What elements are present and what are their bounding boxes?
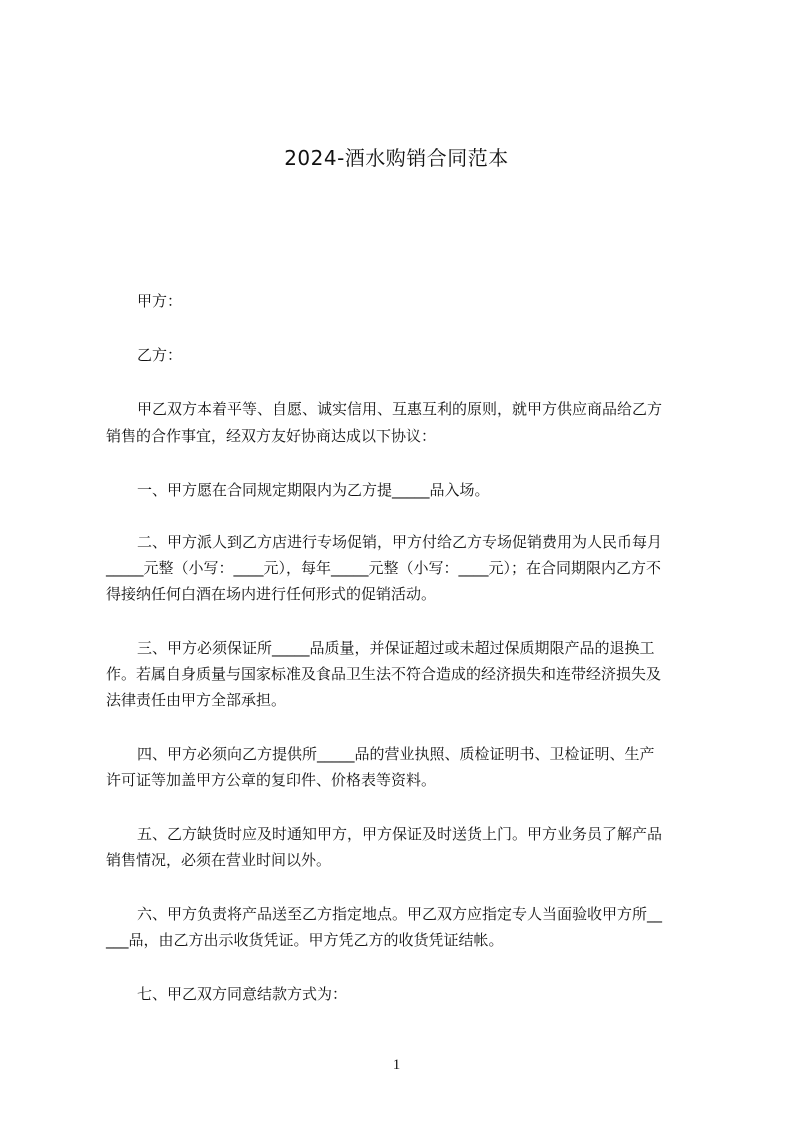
clause-3-line-1: 三、甲方必须保证所_____品质量，并保证超过或未超过保质期限产品的退换工	[137, 639, 655, 657]
clause-3-line-2: 作。若属自身质量与国家标准及食品卫生法不符合造成的经济损失和连带经济损失及	[106, 665, 662, 683]
intro-line-2: 销售的合作事宜，经双方友好协商达成以下协议：	[106, 427, 437, 445]
party-b-label: 乙方：	[137, 346, 183, 364]
clause-1-line-1: 一、甲方愿在合同规定期限内为乙方提_____品入场。	[137, 481, 490, 499]
clause-3-line-3: 法律责任由甲方全部承担。	[106, 691, 287, 709]
clause-2-line-2: _____元整（小写：____元），每年_____元整（小写：____元）；在合同期限内乙方不	[106, 559, 662, 577]
clause-5-line-1: 五、乙方缺货时应及时通知甲方，甲方保证及时送货上门。甲方业务员了解产品	[137, 825, 663, 843]
clause-2-line-3: 得接纳任何白酒在场内进行任何形式的促销活动。	[106, 585, 437, 603]
clause-4-line-1: 四、甲方必须向乙方提供所_____品的营业执照、质检证明书、卫检证明、生产	[137, 745, 655, 763]
party-a-label: 甲方：	[137, 292, 183, 310]
document-title: 2024-酒水购销合同范本	[284, 146, 509, 170]
page-number: 1	[392, 1057, 401, 1073]
intro-line-1: 甲乙双方本着平等、自愿、诚实信用、互惠互利的原则，就甲方供应商品给乙方	[137, 400, 663, 418]
clause-5-line-2: 销售情况，必须在营业时间以外。	[106, 851, 332, 869]
clause-4-line-2: 许可证等加盖甲方公章的复印件、价格表等资料。	[106, 771, 437, 789]
clause-6-line-2: ___品，由乙方出示收货凭证。甲方凭乙方的收货凭证结帐。	[106, 931, 504, 949]
clause-2-line-1: 二、甲方派人到乙方店进行专场促销，甲方付给乙方专场促销费用为人民币每月	[137, 533, 663, 551]
clause-7-line-1: 七、甲乙双方同意结款方式为：	[137, 985, 348, 1003]
clause-6-line-1: 六、甲方负责将产品送至乙方指定地点。甲乙双方应指定专人当面验收甲方所__	[137, 905, 663, 923]
